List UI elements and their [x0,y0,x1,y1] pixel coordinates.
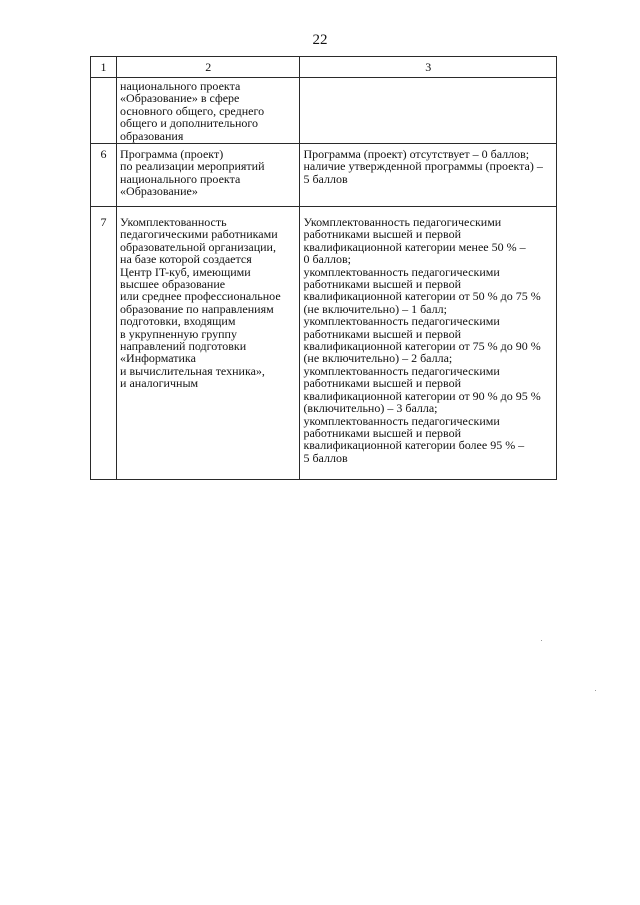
header-label: 1 [100,60,107,74]
table-row [91,78,557,144]
row-number: 7 [91,207,117,480]
criteria-table [90,56,557,480]
scoring-text [300,78,557,144]
criterion-text: национального проекта «Образование» в сфере основного общего, среднего общего и дополнительного образования [117,78,300,144]
header-cell-2 [117,57,300,78]
table-row [91,207,557,480]
header-label: 3 [425,60,432,74]
header-cell-3 [300,57,557,78]
criterion-text: Программа (проект) по реализации мероприятий национального проекта «Образование» [117,144,300,207]
scan-speck [541,640,542,641]
scan-speck [595,690,596,691]
header-label: 2 [205,60,212,74]
page-number: 22 [312,32,328,48]
scoring-text: Укомплектованность педагогическими работниками высшей и первой квалификационной категории менее 50 % – 0 баллов; укомплектованность педагогическими работниками высшей и первой квалификационной категории от 50 % до 75 % (не включительно) – 1 балл; укомплектованность педагогическими работниками высшей и первой квалификационной категории от 75 % до 90 % (не включительно) – 2 балла; укомплектованность педагогическими работниками высшей и первой квалификационной категории от 90 % до 95 % (включительно) – 3 балла; укомплектованность педагогическими работниками высшей и первой квалификационной категории более 95 % – 5 баллов [300,207,557,480]
scoring-text: Программа (проект) отсутствует – 0 баллов; наличие утвержденной программы (проекта) – 5 баллов [300,144,557,207]
criterion-text: Укомплектованность педагогическими работниками образовательной организации, на базе которой создается Центр IT-куб, имеющими высшее образование или среднее профессиональное образование по направлениям подготовки, входящим в укрупненную группу направлений подготовки «Информатика и вычислительная техника», и аналогичным [117,207,300,480]
header-cell-1 [91,57,117,78]
row-number [91,78,117,144]
row-number: 6 [91,144,117,207]
table-row [91,144,557,207]
table-header-row [91,57,557,78]
